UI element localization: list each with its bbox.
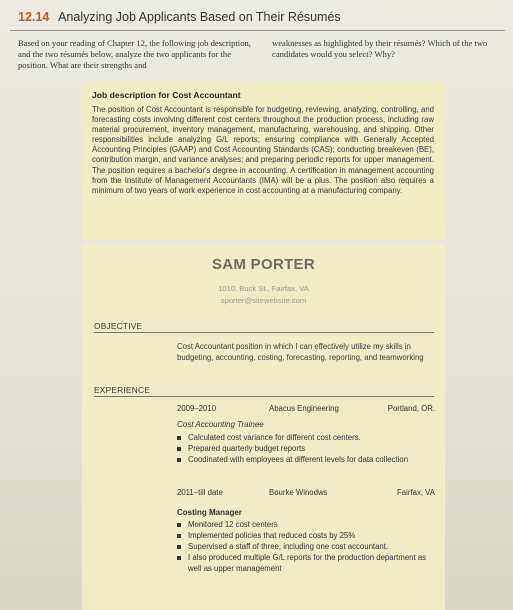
job-2-title: Costing Manager	[177, 508, 242, 517]
bullet-text: Supervised a staff of three, including one cost accountant.	[188, 542, 389, 551]
exercise-title: Analyzing Job Applicants Based on Their Résumés	[58, 10, 341, 24]
job-1-location: Portland, OR.	[387, 404, 435, 413]
job-description-body: The position of Cost Accountant is responsible for budgeting, reviewing, analyzing, controlling, and forecasting costs involving different cost centers throughout the production process, including raw material procurement, inventory management, manufacturing, warehousing, and shipping. Other responsibilities include analyzing G/L reports; ensuring compliance with Generally Accepted Accounting Principles (GAAP) and Cost Accounting Standards (CAS); conducting breakeven (BE), contribution margin, and variance analyses; and preparing periodic reports for upper management. The position requires a bachelor's degree in accounting. A certification in management accounting from the Institute of Management Accountants (IMA) will be a plus. The position also requires a minimum of two years of work experience in cost accounting at a manufacturing company.	[92, 105, 434, 195]
job-description-heading: Job description for Cost Accountant	[92, 90, 241, 100]
bullet-square-icon	[177, 523, 181, 527]
list-item	[177, 552, 437, 574]
bullet-text: Calculated cost variance for different cost centers.	[188, 433, 361, 442]
experience-divider	[94, 396, 434, 397]
applicant-address: 1010, Buck St., Fairfax, VA	[218, 284, 309, 293]
bullet-text: Monitored 12 cost centers	[188, 520, 278, 529]
exercise-header	[18, 10, 341, 24]
objective-label: OBJECTIVE	[94, 321, 143, 331]
bullet-square-icon	[177, 534, 181, 538]
header-divider	[10, 30, 505, 31]
job-2-company: Bourke Winodws	[269, 488, 328, 497]
list-item	[177, 443, 437, 454]
job-1-company: Abacus Engineering	[269, 404, 339, 413]
bullet-text: Coodinated with employees at different levels for data collection	[188, 455, 409, 464]
job-description-card	[82, 82, 445, 240]
bullet-square-icon	[177, 458, 181, 462]
job-1-bullets	[177, 432, 437, 465]
list-item	[177, 519, 437, 530]
job-2-bullets	[177, 519, 437, 574]
objective-divider	[94, 332, 434, 333]
job-2-dates: 2011–till date	[177, 488, 223, 497]
experience-label: EXPERIENCE	[94, 385, 150, 395]
bullet-text: I also produced multiple G/L reports for the production department as well as upper management	[188, 553, 427, 573]
list-item	[177, 454, 437, 465]
bullet-square-icon	[177, 556, 181, 560]
objective-text: Cost Accountant position in which I can effectively utilize my skills in budgeting, accounting, costing, forecasting, reporting, and teamworking	[177, 342, 424, 362]
list-item	[177, 432, 437, 443]
job-1-dates: 2009–2010	[177, 404, 217, 413]
bullet-square-icon	[177, 545, 181, 549]
bullet-square-icon	[177, 436, 181, 440]
exercise-number: 12.14	[18, 10, 50, 24]
list-item	[177, 530, 437, 541]
bullet-text: Prepared quarterly budget reports	[188, 444, 306, 453]
intro-text-right: weaknesses as highlighted by their résumés? Which of the two candidates would you select? Why?	[272, 38, 488, 59]
intro-text-left: Based on your reading of Chapter 12, the following job description, and the two résumés below, analyze the two applicants for the position. What are their strengths and	[18, 38, 251, 70]
bullet-text: Implemented policies that reduced costs by 25%	[188, 531, 356, 540]
applicant-name: SAM PORTER	[211, 256, 315, 273]
job-1-title: Cost Accounting Trainee	[177, 420, 264, 429]
job-2-location: Fairfax, VA	[397, 488, 435, 497]
resume-card	[82, 244, 445, 610]
applicant-email: sporter@sitewebsite.com	[220, 296, 307, 305]
bullet-square-icon	[177, 447, 181, 451]
list-item	[177, 541, 437, 552]
